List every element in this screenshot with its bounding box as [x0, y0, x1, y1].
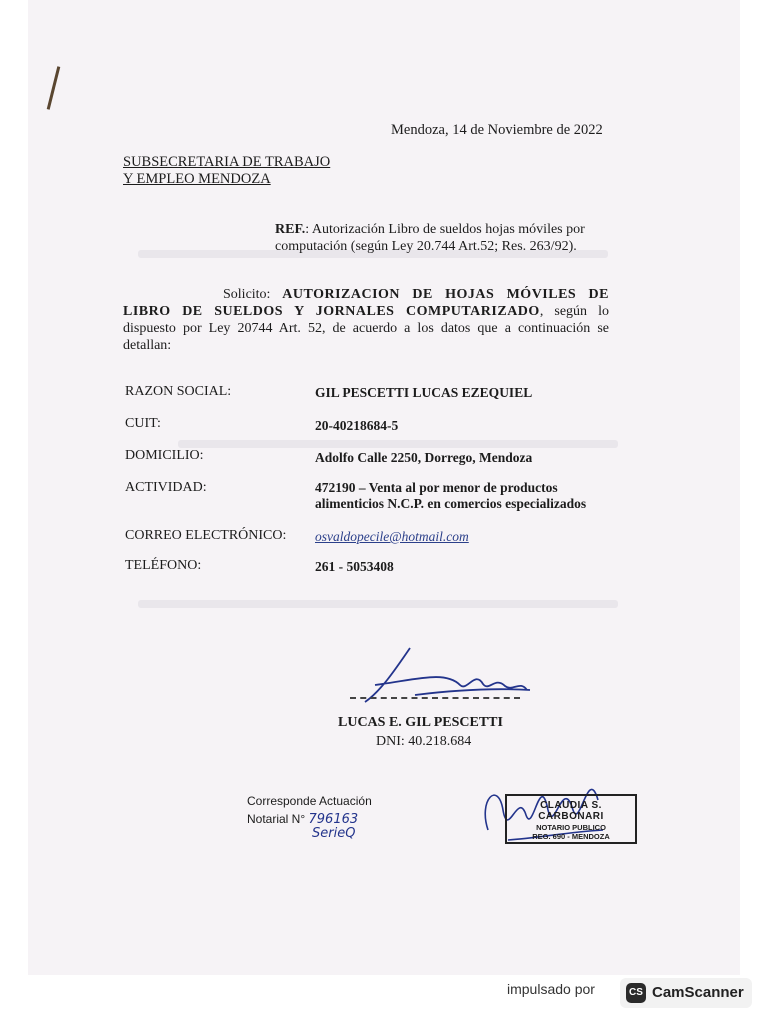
notary-reference [247, 792, 372, 829]
field-label: CUIT: [125, 416, 161, 431]
field-label: CORREO ELECTRÓNICO: [125, 528, 287, 543]
email-link[interactable]: osvaldopecile@hotmail.com [315, 529, 469, 544]
request-bold: AUTORIZACION DE HOJAS MÓVILES DE LIBRO DE SUELDOS Y JORNALES COMPUTARIZADO [123, 287, 609, 319]
stamp-title: NOTARIO PUBLICO [536, 823, 606, 832]
field-label: DOMICILIO: [125, 448, 204, 463]
request-prefix: Solicito: [223, 287, 283, 302]
signer-name: LUCAS E. GIL PESCETTI [338, 715, 503, 730]
field-value-continued: alimenticios N.C.P. en comercios especializados [315, 496, 587, 511]
notary-series-handwritten: SerieQ [312, 826, 356, 841]
request-paragraph [123, 286, 609, 354]
camscanner-badge[interactable] [620, 978, 752, 1008]
signature-line [350, 697, 520, 699]
field-value: 20-40218684-5 [315, 418, 399, 433]
notary-stamp [505, 794, 637, 844]
stamp-name: CLAUDIA S. CARBONARI [538, 800, 604, 822]
field-label: TELÉFONO: [125, 558, 202, 573]
field-label: RAZON SOCIAL: [125, 384, 232, 399]
field-value: 472190 – Venta al por menor de productos [315, 480, 558, 495]
notary-line-1: Corresponde Actuación [247, 794, 372, 808]
field-value: 261 - 5053408 [315, 559, 394, 574]
camscanner-logo-icon: CS [626, 983, 646, 1003]
notary-number-handwritten: 796163 [308, 812, 359, 827]
camscanner-brand: CamScanner [652, 984, 744, 1001]
letter-date: Mendoza, 14 de Noviembre de 2022 [391, 122, 603, 138]
signature-scribble [355, 640, 535, 710]
ref-text: : Autorización Libro de sueldos hojas móviles por computación (según Ley 20.744 Art.52; Res. 263/92). [275, 222, 585, 254]
field-value: GIL PESCETTI LUCAS EZEQUIEL [315, 385, 533, 400]
notary-line-2: Notarial N° 796163 [247, 812, 359, 827]
reference-paragraph [275, 221, 625, 255]
recipient-line-2: Y EMPLEO MENDOZA [123, 171, 271, 187]
bleed-through-mark [138, 600, 618, 608]
field-value: Adolfo Calle 2250, Dorrego, Mendoza [315, 450, 533, 465]
request-rest: , según lo dispuesto por Ley 20744 Art. 52, de acuerdo a los datos que a continuación se detallan: [123, 304, 609, 353]
signer-dni: DNI: 40.218.684 [376, 734, 472, 749]
powered-by-text: impulsado por [507, 981, 595, 997]
bleed-through-mark [178, 440, 618, 448]
recipient-line-1: SUBSECRETARIA DE TRABAJO [123, 154, 331, 170]
field-label: ACTIVIDAD: [125, 480, 207, 495]
stamp-registry: REG. 690 - MENDOZA [532, 832, 610, 841]
recipient [123, 154, 330, 188]
ref-label: REF. [275, 222, 306, 237]
